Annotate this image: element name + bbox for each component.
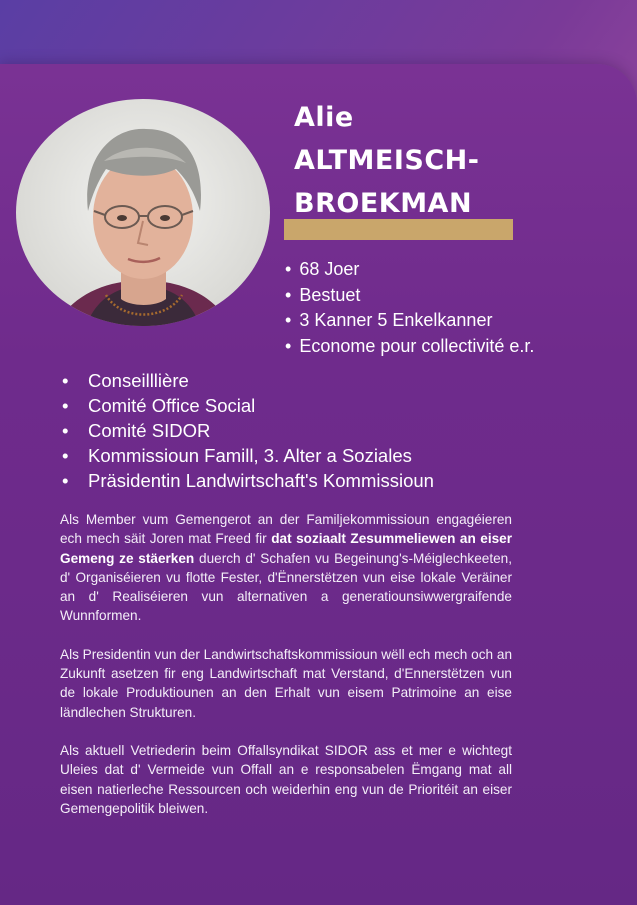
last-name-line-1: ALTMEISCH- — [294, 145, 480, 176]
personal-facts-list — [285, 257, 534, 359]
last-name-line-2: BROEKMAN — [294, 188, 473, 219]
first-name: Alie — [294, 102, 354, 133]
role-item-social-office: • Comité Office Social — [62, 393, 434, 418]
portrait-illustration — [16, 99, 270, 326]
bio-paragraph-waste: Als aktuell Vetriederin beim Offallsyndikat SIDOR ass et mer e wichtegt Uleies dat d' Vermeide vun Offall an e responsabelen Ëmgang mat all eisen natierleche Ressourcen och weiderhin eng vun de Prioritéit an eiser Gemengepolitik bleiwen. — [60, 742, 512, 816]
roles-list — [62, 368, 434, 493]
fact-item-family: • 3 Kanner 5 Enkelkanner — [285, 308, 534, 334]
portrait-photo — [16, 99, 270, 326]
role-item-sidor: • Comité SIDOR — [62, 418, 434, 443]
role-item-councillor: • Conseilllière — [62, 368, 434, 393]
fact-item-marital-status: • Bestuet — [285, 283, 534, 309]
bio-paragraph-family: Als Member vum Gemengerot an der Familjekommissioun engagéieren ech mech säit Joren mat Freed fir dat soziaalt Zesummeliewen an eiser Gemeng ze stäerken duerch d' Schafen vu Begeinung's-Méiglechkeeten, d' Organiséieren vu flotte Fester, d'Ënnerstëtzen vun eise lokale Veräiner an d' Realiséieren vun alternativen a generatiounsiwwergraifende Wunnformen. — [60, 512, 513, 624]
bio-highlight: dat soziaalt Zesummeliewen an eiser Gemeng ze stäerken — [60, 531, 513, 566]
role-item-family-commission: • Kommissioun Famill, 3. Alter a Soziales — [62, 443, 434, 468]
fact-item-profession: • Econome pour collectivité e.r. — [285, 334, 534, 360]
biography-text — [60, 510, 512, 837]
bio-paragraph-agriculture: Als Presidentin vun der Landwirtschaftskommissioun wëll ech mech och an Zukunft asetzen fir eng Landwirtschaft mat Verstand, d'Ennerstëtzen vun de lokale Produktiounen an den Erhalt vun eisem Patrimoine an eise ländlechen Strukturen. — [60, 646, 512, 720]
role-item-agriculture-commission: • Präsidentin Landwirtschaft's Kommissioun — [62, 468, 434, 493]
fact-item-age: • 68 Joer — [285, 257, 534, 283]
person-name — [294, 96, 479, 225]
